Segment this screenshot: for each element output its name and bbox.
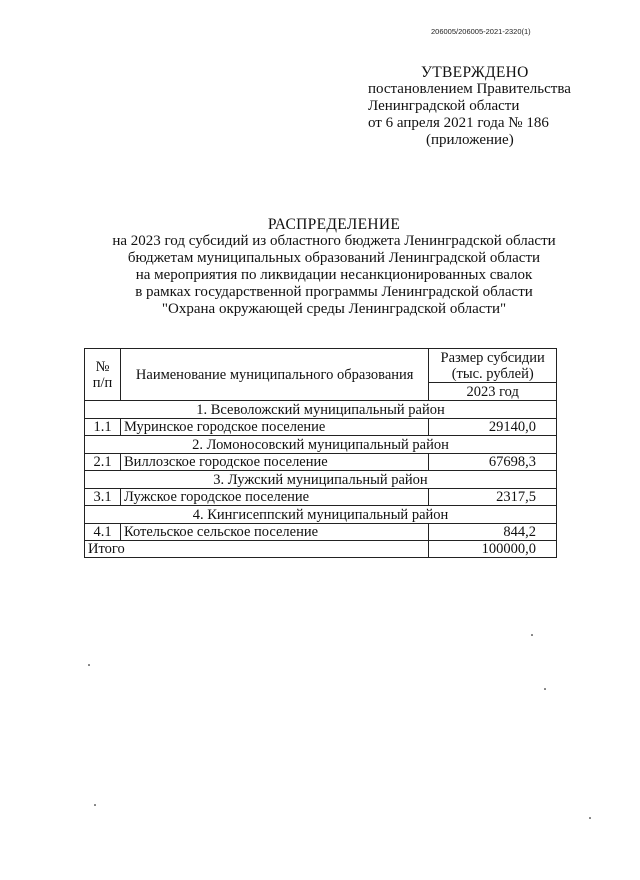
district-row xyxy=(85,401,557,419)
row-name: Котельское сельское поселение xyxy=(121,524,429,541)
district-name: 2. Ломоносовский муниципальный район xyxy=(85,436,557,454)
header-num: № п/п xyxy=(85,349,121,401)
row-num: 1.1 xyxy=(85,419,121,436)
approval-line: от 6 апреля 2021 года № 186 xyxy=(368,115,549,131)
document-id: 206005/206005-2021-2320(1) xyxy=(431,27,531,36)
district-name: 1. Всеволожский муниципальный район xyxy=(85,401,557,419)
scan-speck xyxy=(544,688,546,690)
table-header-row xyxy=(85,349,557,383)
district-row xyxy=(85,506,557,524)
table-row xyxy=(85,419,557,436)
table-row xyxy=(85,524,557,541)
title-line: в рамках государственной программы Ленинградской области xyxy=(135,284,533,300)
distribution-table xyxy=(84,348,557,558)
document-title: РАСПРЕДЕЛЕНИЕ xyxy=(267,216,401,233)
approval-title: УТВЕРЖДЕНО xyxy=(421,64,529,81)
row-amount: 29140,0 xyxy=(429,419,557,436)
district-row xyxy=(85,436,557,454)
row-name: Лужское городское поселение xyxy=(121,489,429,506)
row-num: 3.1 xyxy=(85,489,121,506)
scan-speck xyxy=(88,664,90,666)
table-row xyxy=(85,454,557,471)
district-name: 4. Кингисеппский муниципальный район xyxy=(85,506,557,524)
approval-line: (приложение) xyxy=(426,132,514,148)
approval-line: Ленинградской области xyxy=(368,98,520,114)
scan-speck xyxy=(94,804,96,806)
total-label: Итого xyxy=(85,541,429,558)
total-amount: 100000,0 xyxy=(429,541,557,558)
row-num: 2.1 xyxy=(85,454,121,471)
row-name: Виллозское городское поселение xyxy=(121,454,429,471)
row-amount: 2317,5 xyxy=(429,489,557,506)
row-amount: 844,2 xyxy=(429,524,557,541)
approval-line: постановлением Правительства xyxy=(368,81,571,97)
title-line: "Охрана окружающей среды Ленинградской области" xyxy=(161,301,507,317)
header-amount: Размер субсидии (тыс. рублей) xyxy=(429,349,557,383)
title-line: на 2023 год субсидий из областного бюджета Ленинградской области xyxy=(112,233,556,249)
total-row xyxy=(85,541,557,558)
header-name: Наименование муниципального образования xyxy=(121,349,429,401)
title-line: на мероприятия по ликвидации несанкционированных свалок xyxy=(135,267,533,283)
scan-speck xyxy=(589,817,591,819)
district-row xyxy=(85,471,557,489)
title-line: бюджетам муниципальных образований Ленинградской области xyxy=(127,250,541,266)
district-name: 3. Лужский муниципальный район xyxy=(85,471,557,489)
row-name: Муринское городское поселение xyxy=(121,419,429,436)
table-row xyxy=(85,489,557,506)
row-num: 4.1 xyxy=(85,524,121,541)
scan-speck xyxy=(531,634,533,636)
row-amount: 67698,3 xyxy=(429,454,557,471)
header-year: 2023 год xyxy=(429,383,557,401)
